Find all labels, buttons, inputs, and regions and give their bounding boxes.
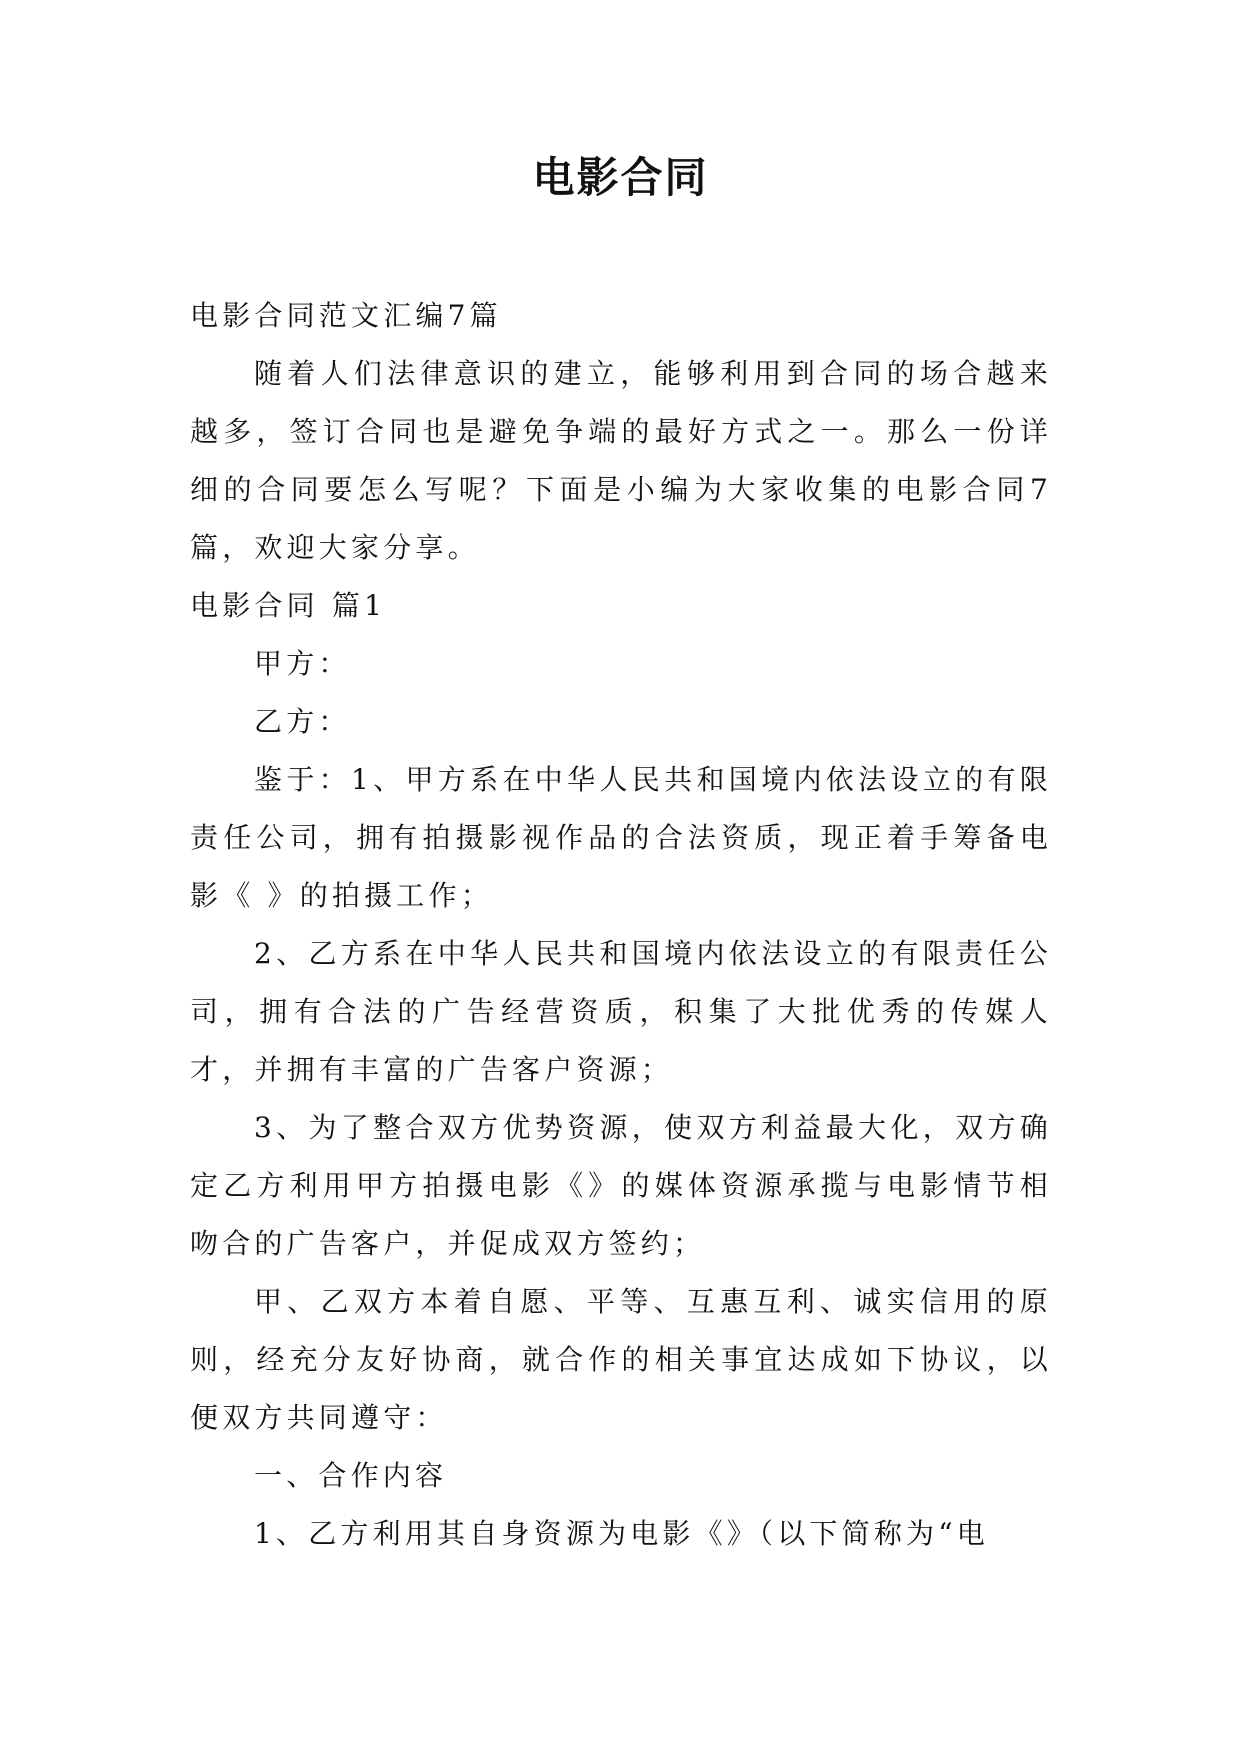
document-subtitle: 电影合同范文汇编7篇 — [190, 299, 502, 332]
intro-paragraph: 随着人们法律意识的建立，能够利用到合同的场合越来越多，签订合同也是避免争端的最好方式之一。那么一份详细的合同要怎么写呢？下面是小编为大家收集的电影合同7篇，欢迎大家分享。 — [190, 357, 1052, 564]
recital-paragraph-3: 3、为了整合双方优势资源，使双方利益最大化，双方确定乙方利用甲方拍摄电影《》的媒体资源承揽与电影情节相吻合的广告客户，并促成双方签约； — [190, 1111, 1052, 1260]
clause-1-paragraph: 1、乙方利用其自身资源为电影《》（以下简称为“电 — [254, 1517, 989, 1550]
clause-heading: 一、合作内容 — [254, 1459, 448, 1492]
section-title: 电影合同 篇1 — [190, 589, 387, 622]
document-body — [190, 287, 1052, 1563]
document-title: 电影合同 — [532, 153, 709, 202]
agreement-paragraph: 甲、乙双方本着自愿、平等、互惠互利、诚实信用的原则，经充分友好协商，就合作的相关事宜达成如下协议，以便双方共同遵守： — [190, 1285, 1052, 1434]
party-b-line: 乙方： — [254, 705, 351, 738]
party-a-line: 甲方： — [254, 647, 351, 680]
recital-paragraph-2: 2、乙方系在中华人民共和国境内依法设立的有限责任公司，拥有合法的广告经营资质，积集了大批优秀的传媒人才，并拥有丰富的广告客户资源； — [190, 937, 1052, 1086]
recital-paragraph-1: 鉴于：1、甲方系在中华人民共和国境内依法设立的有限责任公司，拥有拍摄影视作品的合法资质，现正着手筹备电影《 》的拍摄工作； — [190, 763, 1052, 912]
